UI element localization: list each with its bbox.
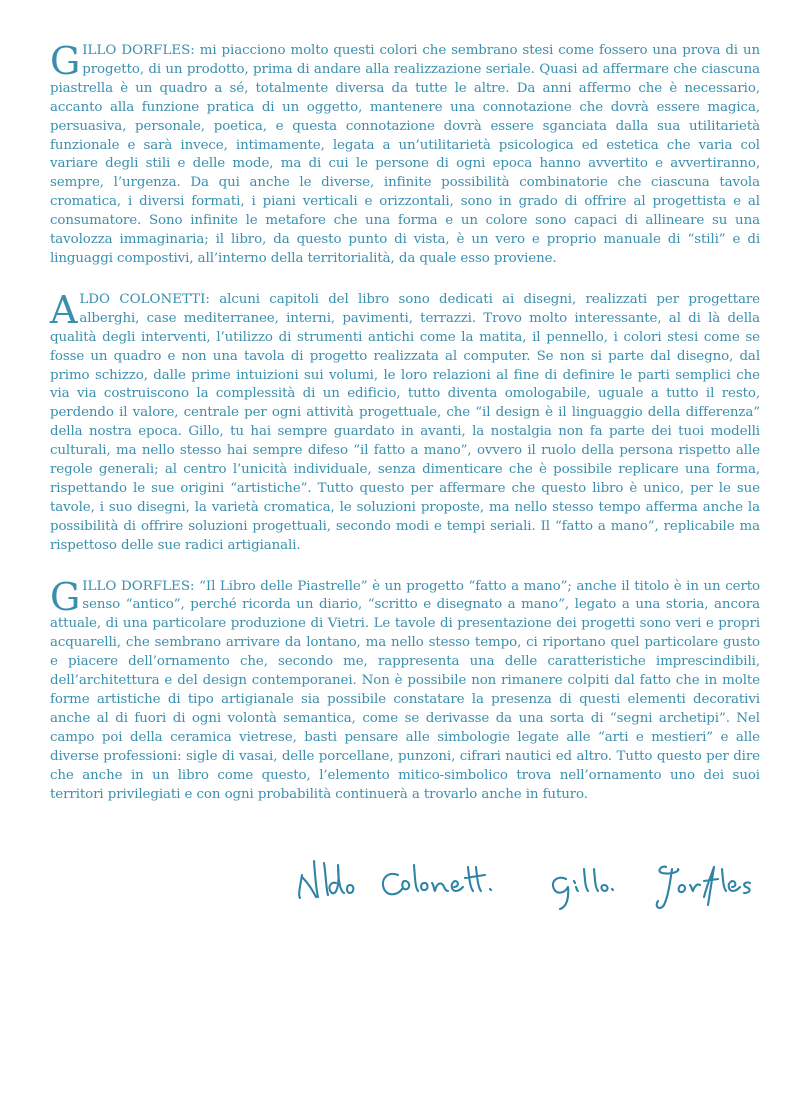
dropcap: A: [50, 287, 78, 332]
paragraph-colonetti: [50, 287, 760, 556]
signatures: [280, 845, 770, 915]
signature-gillo-dorfles: [553, 867, 750, 909]
interview-text: [50, 39, 760, 826]
paragraph-dorfles-1: [50, 39, 760, 269]
signature-aldo-colonetti: [299, 861, 491, 898]
handwritten-signatures: [280, 845, 770, 915]
paragraph-body: alcuni capitoli del libro sono dedicati ai disegni, realizzati per progettare alberghi, case mediterranee, interni, pavimenti, terrazzi. Trovo molto interessante, al di là della qualità degli interventi, l’utilizzo di strumenti antichi come la matita, il pennello, i colori stesi come se fosse un quadro e non una tavola di progetto realizzata al computer. Se non si parte dal disegno, dal primo schizzo, dalle prime intuizioni sui volumi, le loro relazioni al fine di definire le parti semplici che via via costruiscono la complessità di un edificio, tutto diventa omologabile, uguale a tutto il resto, perdendo il valore, centrale per ogni attività progettuale, che “il design è il linguaggio della differenza” della nostra epoca. Gillo, tu hai sempre guardato in avanti, la nostalgia non fa parte dei tuoi modelli culturali, ma nello stesso hai sempre difeso “il fatto a mano”, ovvero il ruolo della persona rispetto alle regole generali; al centro l’unicità individuale, senza dimenticare che è possibile replicare una forma, rispettando le sue origini “artistiche”. Tutto questo per affermare che questo libro è unico, per le sue tavole, i suo disegni, la varietà cromatica, le soluzioni proposte, ma nello stesso tempo afferma anche la possibilità di offrire soluzioni progettuali, secondo modi e tempi seriali. Il “fatto a mano”, replicabile ma rispettoso delle sue radici artigianali.: [50, 291, 760, 553]
paragraph-dorfles-2: [50, 574, 760, 805]
paragraph-body: mi piacciono molto questi colori che sembrano stesi come fossero una prova di un progetto, di un prodotto, prima di andare alla realizzazione seriale. Quasi ad affermare che ciascuna piastrella è un quadro a sé, totalmente diversa da tutte le altre. Da anni affermo che è necessario, accanto alla funzione pratica di un oggetto, mantenere una connotazione che dovrà essere magica, persuasiva, personale, poetica, e questa connotazione dovrà essere sganciata dalla sua utilitarietà funzionale e sarà invece, intimamente, legata a un’utilitarietà psicologica ed estetica che varia col variare degli stili e delle mode, ma di cui le persone di ogni epoca hanno avvertito e avvertiranno, sempre, l’urgenza. Da qui anche le diverse, infinite possibilità combinatorie che ciascuna tavola cromatica, i diversi formati, i piani verticali e orizzontali, sono in grado di offrire al progettista e al consumatore. Sono infinite le metafore che una forma e un colore sono capaci di allineare su una tavolozza immaginaria; il libro, da questo punto di vista, è un vero e proprio manuale di “stili” e di linguaggi compostivi, all’interno della territorialità, da quale esso proviene.: [50, 43, 760, 266]
speaker-name: ILLO DORFLES:: [82, 578, 195, 594]
speaker-name: LDO COLONETTI:: [79, 291, 210, 307]
paragraph-body: “Il Libro delle Piastrelle” è un progetto “fatto a mano”; anche il titolo è in un certo senso “antico”, perché ricorda un diario, “scritto e disegnato a mano”, legato a una storia, ancora attuale, di una particolare produzione di Vietri. Le tavole di presentazione dei progetti sono veri e propri acquarelli, che sembrano arrivare da lontano, ma nello stesso tempo, ci riportano quel particolare gusto e piacere dell’ornamento che, secondo me, rappresenta una delle caratteristiche imprescindibili, dell’architettura e del design contemporanei. Non è possibile non rimanere colpiti dal fatto che in molte forme artistiche di tipo artigianale sia possibile constatare la presenza di questi elementi decorativi anche al di fuori di ogni volontà semantica, come se derivasse da una sorta di “segni archetipi”. Nel campo poi della ceramica vietrese, basti pensare alle simbologie legate alle “arti e mestieri” e alle diverse professioni: sigle di vasai, delle porcellane, punzoni, cifrari nautici ed altro. Tutto questo per dire che anche in un libro come questo, l’elemento mitico-simbolico trova nell’ornamento uno dei suoi territori privilegiati e con ogni probabilità continuerà a trovarlo anche in futuro.: [50, 578, 760, 802]
dropcap: G: [50, 39, 81, 83]
dropcap: G: [50, 574, 81, 619]
speaker-name: ILLO DORFLES:: [82, 43, 195, 58]
